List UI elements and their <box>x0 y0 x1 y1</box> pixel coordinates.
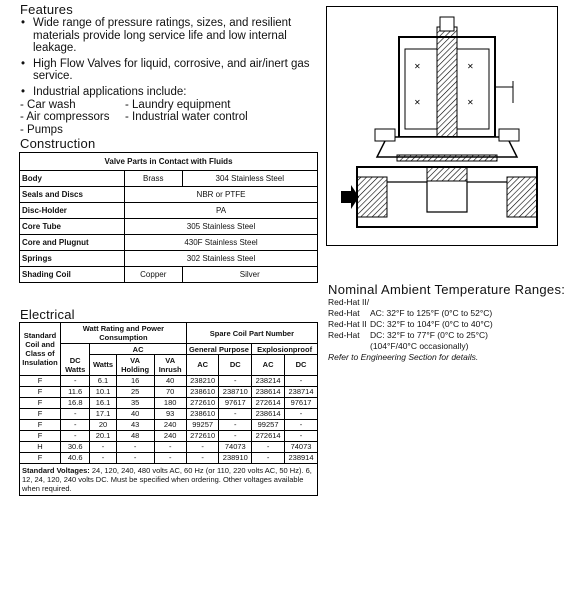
cell: 20.1 <box>90 430 116 441</box>
row-label: Shading Coil <box>20 267 125 283</box>
va-holding-header: VA Holding <box>116 355 154 376</box>
table-row <box>20 441 318 452</box>
cell: - <box>154 452 186 463</box>
cell: F <box>20 386 61 397</box>
cell: 238914 <box>285 452 318 463</box>
table-row <box>20 187 318 203</box>
application-item: - Laundry equipment <box>125 98 231 111</box>
table-row <box>20 408 318 419</box>
cell: 430F Stainless Steel <box>125 235 318 251</box>
temp-row <box>328 330 493 341</box>
cell: NBR or PTFE <box>125 187 318 203</box>
features-list <box>20 17 320 136</box>
cell: 238214 <box>252 375 285 386</box>
cell: 240 <box>154 430 186 441</box>
cell: F <box>20 375 61 386</box>
cell: 93 <box>154 408 186 419</box>
cell: - <box>90 452 116 463</box>
applications-list <box>20 99 320 137</box>
table-row <box>20 267 318 283</box>
application-item: - Air compressors <box>20 111 110 124</box>
valve-cutaway-drawing <box>326 6 558 246</box>
cell: Copper <box>125 267 183 283</box>
cell: - <box>186 452 219 463</box>
cell: 70 <box>154 386 186 397</box>
cell: F <box>20 430 61 441</box>
cell: PA <box>125 203 318 219</box>
cell: 99257 <box>252 419 285 430</box>
cell: 302 Stainless Steel <box>125 251 318 267</box>
table-row <box>20 452 318 463</box>
spare-coil-header: Spare Coil Part Number <box>186 323 317 344</box>
cell: 17.1 <box>90 408 116 419</box>
cell: Brass <box>125 171 183 187</box>
table-row <box>20 386 318 397</box>
cell: - <box>252 452 285 463</box>
cell: 25 <box>116 386 154 397</box>
cell: 43 <box>116 419 154 430</box>
table-row <box>20 397 318 408</box>
temp-range: DC: 32°F to 77°F (0°C to 25°C) <box>370 330 488 340</box>
engineering-note: Refer to Engineering Section for details. <box>328 352 479 362</box>
explosionproof-header: Explosionproof <box>252 344 318 355</box>
temp-occasional: (104°F/40°C occasionally) <box>370 341 469 351</box>
cell: 240 <box>154 419 186 430</box>
application-item: - Industrial water control <box>125 111 248 124</box>
cell: 238910 <box>219 452 252 463</box>
cell: - <box>285 408 318 419</box>
cell: 238614 <box>252 386 285 397</box>
cell: - <box>219 375 252 386</box>
feature-item: • Wide range of pressure ratings, sizes, and resilient materials provide long service life and low internal leakage. <box>20 17 320 55</box>
standard-coil-header: Standard Coil and Class of Insulation <box>20 323 61 376</box>
nominal-line: Red-Hat II/ <box>328 297 370 307</box>
table-row <box>20 235 318 251</box>
application-item: - Car wash <box>20 98 76 111</box>
cell: 272610 <box>186 430 219 441</box>
cell: 238714 <box>285 386 318 397</box>
cell: - <box>285 419 318 430</box>
cell: - <box>61 419 90 430</box>
table-row <box>20 419 318 430</box>
cell: - <box>116 441 154 452</box>
ac-header: AC <box>90 344 186 355</box>
ex-ac-header: AC <box>252 355 285 376</box>
cell: - <box>61 408 90 419</box>
cell: 40 <box>116 408 154 419</box>
cell: - <box>61 375 90 386</box>
construction-header: Valve Parts in Contact with Fluids <box>20 153 318 171</box>
general-purpose-header: General Purpose <box>186 344 251 355</box>
watts-header: Watts <box>90 355 116 376</box>
cell: 238710 <box>219 386 252 397</box>
cell: 272614 <box>252 397 285 408</box>
construction-heading: Construction <box>20 136 96 151</box>
feature-item: • Industrial applications include: <box>20 86 320 99</box>
cell: 238614 <box>252 408 285 419</box>
footnote-text: 24, 120, 240, 480 volts AC, 60 Hz (or 110, 220 volts AC, 50 Hz). 6, 12, 24, 120, 240 volts DC. Must be specified when ordering. Other voltages available when required. <box>22 465 312 493</box>
cell: 74073 <box>219 441 252 452</box>
dc-watts-header: DC Watts <box>61 355 90 376</box>
cell: - <box>116 452 154 463</box>
cell: - <box>90 441 116 452</box>
cell: Silver <box>182 267 317 283</box>
electrical-rows <box>20 375 318 463</box>
cell: 48 <box>116 430 154 441</box>
temp-model: Red-Hat <box>328 308 360 318</box>
watt-rating-header: Watt Rating and Power Consumption <box>61 323 187 344</box>
application-item: - Pumps <box>20 123 63 136</box>
svg-text:✕: ✕ <box>467 62 474 71</box>
temp-row <box>328 319 493 330</box>
footnote-label: Standard Voltages: <box>22 465 90 475</box>
row-label: Seals and Discs <box>20 187 125 203</box>
cell: 16.1 <box>90 397 116 408</box>
cell: 40.6 <box>61 452 90 463</box>
table-row <box>20 430 318 441</box>
cell: 272610 <box>186 397 219 408</box>
cell: 20 <box>90 419 116 430</box>
valve-cutaway-illustration <box>327 7 557 245</box>
cell: 305 Stainless Steel <box>125 219 318 235</box>
cell: 6.1 <box>90 375 116 386</box>
cell: F <box>20 397 61 408</box>
cell: - <box>61 430 90 441</box>
cell: - <box>285 430 318 441</box>
cell: - <box>154 441 186 452</box>
nominal-temp-heading: Nominal Ambient Temperature Ranges: <box>328 282 566 297</box>
cell: 304 Stainless Steel <box>182 171 317 187</box>
table-row <box>20 171 318 187</box>
temp-range: AC: 32°F to 125°F (0°C to 52°C) <box>370 308 493 318</box>
cell: F <box>20 408 61 419</box>
row-label: Disc-Holder <box>20 203 125 219</box>
nominal-temp-block <box>328 297 493 363</box>
cell: 180 <box>154 397 186 408</box>
cell: 16.8 <box>61 397 90 408</box>
table-row <box>20 375 318 386</box>
cell: - <box>186 441 219 452</box>
cell: 97617 <box>219 397 252 408</box>
cell: 238610 <box>186 408 219 419</box>
cell: H <box>20 441 61 452</box>
temp-range: DC: 32°F to 104°F (0°C to 40°C) <box>370 319 493 329</box>
temp-model: Red-Hat II <box>328 319 367 329</box>
svg-text:✕: ✕ <box>414 62 421 71</box>
cell: F <box>20 419 61 430</box>
feature-item: • High Flow Valves for liquid, corrosive, and air/inert gas service. <box>20 58 320 83</box>
svg-text:✕: ✕ <box>467 98 474 107</box>
cell: 10.1 <box>90 386 116 397</box>
row-label: Body <box>20 171 125 187</box>
cell: 16 <box>116 375 154 386</box>
table-row <box>20 219 318 235</box>
cell: - <box>219 419 252 430</box>
svg-text:✕: ✕ <box>414 98 421 107</box>
va-inrush-header: VA Inrush <box>154 355 186 376</box>
cell: - <box>285 375 318 386</box>
cell: 35 <box>116 397 154 408</box>
construction-table <box>19 152 318 283</box>
electrical-heading: Electrical <box>20 307 75 322</box>
features-heading: Features <box>20 2 73 17</box>
voltage-footnote <box>20 463 318 495</box>
cell: 40 <box>154 375 186 386</box>
gp-ac-header: AC <box>186 355 219 376</box>
gp-dc-header: DC <box>219 355 252 376</box>
cell: 74073 <box>285 441 318 452</box>
cell: 30.6 <box>61 441 90 452</box>
temp-row <box>328 308 493 319</box>
cell: F <box>20 452 61 463</box>
cell: 238210 <box>186 375 219 386</box>
row-label: Core Tube <box>20 219 125 235</box>
table-row <box>20 251 318 267</box>
table-row <box>20 203 318 219</box>
cell: - <box>252 441 285 452</box>
ex-dc-header: DC <box>285 355 318 376</box>
cell: - <box>219 430 252 441</box>
temp-model: Red-Hat <box>328 330 360 340</box>
row-label: Core and Plugnut <box>20 235 125 251</box>
cell: 272614 <box>252 430 285 441</box>
dc-blank <box>61 344 90 355</box>
cell: 99257 <box>186 419 219 430</box>
cell: - <box>219 408 252 419</box>
cell: 97617 <box>285 397 318 408</box>
row-label: Springs <box>20 251 125 267</box>
cell: 238610 <box>186 386 219 397</box>
cell: 11.6 <box>61 386 90 397</box>
electrical-table <box>19 322 318 496</box>
